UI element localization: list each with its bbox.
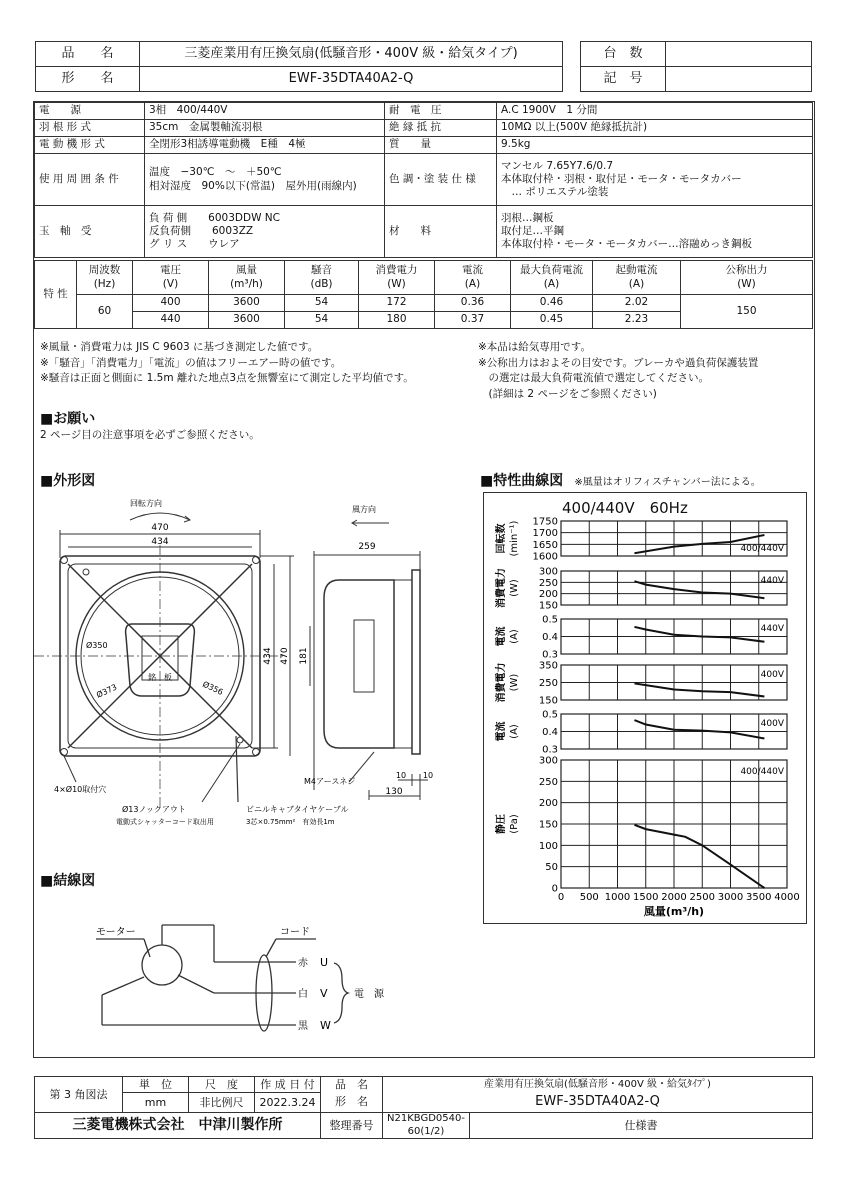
y-axis-unit: (min⁻¹) xyxy=(509,520,520,557)
y-tick-label: 100 xyxy=(538,840,558,852)
y-axis-label: 電流 xyxy=(496,626,507,647)
y-tick-label: 150 xyxy=(538,819,558,831)
spec-label: 色 調・塗 装 仕 様 xyxy=(385,154,497,206)
y-tick-label: 1600 xyxy=(532,551,558,563)
wire-color: 白 xyxy=(298,989,308,1000)
title-table xyxy=(35,41,563,92)
y-tick-label: 1700 xyxy=(532,528,558,540)
rated-output-cell: 150 xyxy=(681,295,813,329)
x-tick-label: 1500 xyxy=(633,892,659,903)
wiring-title: ■結線図 xyxy=(40,873,96,889)
column-header: 電圧 (V) xyxy=(133,261,209,295)
series-label: 400/440V xyxy=(740,767,784,777)
column-header: 消費電力 (W) xyxy=(359,261,435,295)
product-name-label: 品 名 xyxy=(36,42,140,67)
y-tick-label: 200 xyxy=(538,798,558,810)
cell: 2.23 xyxy=(593,312,681,329)
x-tick-label: 4000 xyxy=(774,892,800,903)
cable-spec: 3芯×0.75mm² 有効長1m xyxy=(246,818,335,826)
cell: 54 xyxy=(285,295,359,312)
y-tick-label: 250 xyxy=(538,678,558,689)
curves-header xyxy=(480,470,761,490)
wire-phase: U xyxy=(320,956,329,969)
series-label: 400V xyxy=(760,670,784,680)
y-tick-label: 50 xyxy=(545,862,558,874)
y-tick-label: 1650 xyxy=(532,539,558,551)
y-axis-unit: (A) xyxy=(509,724,520,739)
request-text: 2 ページ目の注意事項を必ずご参照ください。 xyxy=(40,429,260,441)
note-line: ※本品は給気専用です。 xyxy=(478,341,591,353)
series-label: 400/440V xyxy=(740,544,784,554)
dim-259: 259 xyxy=(358,542,376,552)
wire-phase: V xyxy=(320,987,328,1000)
cell: 400 xyxy=(133,295,209,312)
y-axis-unit: (W) xyxy=(509,673,520,692)
dim-434: 434 xyxy=(151,537,169,547)
y-tick-label: 0.3 xyxy=(542,744,558,756)
curve-power-400 xyxy=(634,683,764,696)
y-axis-label: 電流 xyxy=(496,721,507,742)
spec-value: 9.5kg xyxy=(497,137,813,154)
dim-130: 130 xyxy=(385,787,403,797)
dim-phi356: Ø356 xyxy=(201,679,225,697)
cell: 0.36 xyxy=(435,295,511,312)
cell: 172 xyxy=(359,295,435,312)
cell: 2.02 xyxy=(593,295,681,312)
knockout-sub-label: 電動式シャッターコード取出用 xyxy=(116,818,214,826)
ref-label: 整理番号 xyxy=(321,1113,383,1139)
cord-label: コード xyxy=(280,927,310,938)
scale-label: 尺 度 xyxy=(189,1077,255,1093)
outline-drawing xyxy=(34,490,454,835)
y-tick-label: 0.3 xyxy=(542,649,558,661)
column-header: 周波数 (Hz) xyxy=(77,261,133,295)
x-tick-label: 1000 xyxy=(604,892,631,903)
company-name: 三菱電機株式会社 中津川製作所 xyxy=(35,1113,321,1139)
spec-line: 温度 −30℃ 〜 ＋50℃ xyxy=(149,166,282,179)
note-line: (詳細は 2 ページをご参照ください) xyxy=(478,387,657,400)
spec-label: 玉 軸 受 xyxy=(35,206,145,258)
model-label-footer: 形 名 xyxy=(321,1093,383,1113)
dim-181: 181 xyxy=(299,647,309,665)
column-header: 公称出力 (W) xyxy=(681,261,813,295)
doc-type: 仕様書 xyxy=(469,1113,812,1139)
curves-subtitle: 400/440V 60Hz xyxy=(562,499,688,517)
y-tick-label: 150 xyxy=(538,695,558,707)
column-header: 起動電流 (A) xyxy=(593,261,681,295)
title-block xyxy=(34,1076,813,1139)
dim-h470: 470 xyxy=(280,647,290,665)
series-label: 400V xyxy=(760,719,784,729)
ref-number: N21KBGD0540-60(1/2) xyxy=(383,1113,470,1139)
y-tick-label: 150 xyxy=(538,600,558,612)
column-header: 最大負荷電流 (A) xyxy=(511,261,593,295)
notes-left xyxy=(40,340,460,387)
cell: 440 xyxy=(133,312,209,329)
unit-label: 単 位 xyxy=(123,1077,189,1093)
y-tick-label: 1750 xyxy=(532,516,558,528)
projection: 第 3 角図法 xyxy=(35,1077,123,1113)
symbol-label: 記 号 xyxy=(581,67,666,92)
y-axis-label: 消費電力 xyxy=(496,662,507,703)
cell: 180 xyxy=(359,312,435,329)
request-title: ■お願い xyxy=(40,411,96,427)
y-axis-unit: (W) xyxy=(509,579,520,597)
curve-current-400 xyxy=(634,720,764,738)
note-line: ※風量・消費電力は JIS C 9603 に基づき測定した値です。 xyxy=(40,341,319,353)
table-row xyxy=(35,295,813,312)
y-tick-label: 0.4 xyxy=(542,632,558,643)
mount-holes-label: 4×Ø10取付穴 xyxy=(54,785,107,794)
x-axis-label: 風量(m³/h) xyxy=(643,905,705,918)
x-tick-label: 3500 xyxy=(746,892,772,903)
y-tick-label: 0.5 xyxy=(542,614,558,626)
y-axis-label: 回転数 xyxy=(496,523,507,554)
curve-power-440 xyxy=(634,581,764,598)
x-tick-label: 2000 xyxy=(661,892,687,903)
y-axis-label: 静圧 xyxy=(496,814,507,834)
scale-value: 非比例尺 xyxy=(189,1093,255,1113)
y-tick-label: 350 xyxy=(538,660,558,672)
rotation-arrow-icon xyxy=(130,513,190,520)
curves-note: ※風量はオリフィスチャンバー法による。 xyxy=(574,477,761,488)
y-tick-label: 0.5 xyxy=(542,709,558,721)
spec-line: グ リ ス ウレア xyxy=(149,238,240,251)
dim-10b: 10 xyxy=(422,771,434,780)
note-line: ※公称出力はおよその目安です。ブレーカや過負荷保護装置 xyxy=(478,356,759,369)
curve-current-440 xyxy=(634,627,764,642)
power-label: 電 源 xyxy=(354,989,384,1000)
footer-model: EWF-35DTA40A2-Q xyxy=(383,1093,813,1113)
date-value: 2022.3.24 xyxy=(255,1093,321,1113)
count-table xyxy=(580,41,812,92)
spec-label: 使 用 周 囲 条 件 xyxy=(35,154,145,206)
y-axis-label: 消費電力 xyxy=(496,568,507,608)
notes-right xyxy=(478,340,808,402)
product-name: 三菱産業用有圧換気扇(低騒音形・400V 級・給気タイプ) xyxy=(140,42,563,67)
spec-value xyxy=(145,154,385,206)
cable-label: ビニルキャブタイヤケーブル xyxy=(246,805,349,814)
wiring-diagram xyxy=(34,895,454,1045)
spec-value xyxy=(497,206,813,258)
note-line: ※「騒音」「消費電力」「電流」の値はフリーエアー時の値です。 xyxy=(40,356,342,369)
rotation-label: 回転方向 xyxy=(130,499,162,508)
spec-label: 質 量 xyxy=(385,137,497,154)
dim-phi373: Ø373 xyxy=(95,682,119,700)
cell: 0.46 xyxy=(511,295,593,312)
series-label: 440V xyxy=(760,576,784,586)
spec-line: 相対湿度 90%以下(常温) 屋外用(雨線内) xyxy=(149,179,357,192)
spec-line: 反負荷側 6003ZZ xyxy=(149,224,254,237)
x-tick-label: 0 xyxy=(557,892,565,903)
spec-table xyxy=(34,102,813,258)
note-line: ※騒音は正面と側面に 1.5m 離れた地点3点を無響室にて測定した平均値です。 xyxy=(40,372,414,384)
spec-value: 3相 400/440V xyxy=(145,103,385,120)
spec-line: 羽根…鋼板 xyxy=(501,211,554,224)
earth-screw-label: M4アースネジ xyxy=(304,777,356,786)
curves-box xyxy=(483,492,807,924)
dim-phi350: Ø350 xyxy=(86,641,108,650)
spec-value xyxy=(497,154,813,206)
y-tick-label: 0 xyxy=(551,883,558,895)
model-label: 形 名 xyxy=(36,67,140,92)
spec-value: 全閉形3相誘導電動機 E種 4極 xyxy=(145,137,385,154)
spec-label: 絶 縁 抵 抗 xyxy=(385,120,497,137)
cell: 3600 xyxy=(209,312,285,329)
cell: 0.37 xyxy=(435,312,511,329)
spec-value: A.C 1900V 1 分間 xyxy=(497,103,813,120)
column-header: 電流 (A) xyxy=(435,261,511,295)
dim-h434: 434 xyxy=(263,647,273,665)
spec-label: 羽 根 形 式 xyxy=(35,120,145,137)
knockout-label: Ø13ノックアウト xyxy=(122,805,186,814)
spec-line: 本体取付枠・羽根・取付足・モータ・モータカバー xyxy=(501,172,742,185)
spec-line: 取付足…平鋼 xyxy=(501,224,564,237)
motor-symbol-icon xyxy=(142,945,182,985)
symbol-value xyxy=(666,67,812,92)
y-axis-unit: (A) xyxy=(509,629,520,644)
cable xyxy=(236,736,238,802)
spec-value: 10MΩ 以上(500V 絶縁抵抗計) xyxy=(497,120,813,137)
y-tick-label: 0.4 xyxy=(542,727,558,738)
footer-product-name: 産業用有圧換気扇(低騒音形・400V 級・給気ﾀｲﾌﾟ) xyxy=(383,1077,813,1093)
wire-color: 赤 xyxy=(298,958,308,969)
characteristics-label: 特 性 xyxy=(35,261,77,329)
motor-label: モーター xyxy=(96,927,136,938)
unit-value: mm xyxy=(123,1093,189,1113)
date-label: 作 成 日 付 xyxy=(255,1077,321,1093)
dim-470: 470 xyxy=(151,523,169,533)
cell: 3600 xyxy=(209,295,285,312)
series-label: 440V xyxy=(760,624,784,634)
x-tick-label: 3000 xyxy=(717,892,744,903)
name-label: 品 名 xyxy=(321,1077,383,1093)
spec-line: … ポリエステル塗装 xyxy=(501,186,609,199)
y-tick-label: 300 xyxy=(538,755,558,767)
dim-10a: 10 xyxy=(395,771,407,780)
spec-value xyxy=(145,206,385,258)
curves-title: ■特性曲線図 xyxy=(480,473,564,489)
frequency-cell: 60 xyxy=(77,295,133,329)
spec-label: 耐 電 圧 xyxy=(385,103,497,120)
curve-pressure xyxy=(634,825,764,888)
cell: 54 xyxy=(285,312,359,329)
x-tick-label: 500 xyxy=(579,892,599,903)
side-body xyxy=(324,580,394,748)
spec-line: マンセル 7.65Y7.6/0.7 xyxy=(501,159,614,172)
nameplate-label: 銘 板 xyxy=(148,673,172,682)
column-header: 風量 (m³/h) xyxy=(209,261,285,295)
y-tick-label: 300 xyxy=(538,566,558,578)
quantity-value xyxy=(666,42,812,67)
spec-line: 負 荷 側 6003DDW NC xyxy=(149,211,280,224)
quantity-label: 台 数 xyxy=(581,42,666,67)
x-tick-label: 2500 xyxy=(689,892,715,903)
y-tick-label: 250 xyxy=(538,776,558,788)
wind-label: 風方向 xyxy=(352,505,376,514)
curves-chart xyxy=(484,493,806,923)
spec-label: 電 動 機 形 式 xyxy=(35,137,145,154)
note-line: の選定は最大負荷電流値で選定してください。 xyxy=(478,372,709,384)
spec-value: 35cm 金属製軸流羽根 xyxy=(145,120,385,137)
y-axis-unit: (Pa) xyxy=(509,814,520,834)
y-tick-label: 250 xyxy=(538,577,558,589)
outline-title: ■外形図 xyxy=(40,473,96,489)
wire-phase: W xyxy=(320,1019,331,1032)
spec-line: 本体取付枠・モータ・モータカバー…溶融めっき鋼板 xyxy=(501,238,753,251)
model-name: EWF-35DTA40A2-Q xyxy=(140,67,563,92)
column-header: 騒音 (dB) xyxy=(285,261,359,295)
y-tick-label: 200 xyxy=(538,589,558,601)
characteristics-table xyxy=(34,260,813,329)
cell: 0.45 xyxy=(511,312,593,329)
spec-label: 電 源 xyxy=(35,103,145,120)
spec-label: 材 料 xyxy=(385,206,497,258)
wire-color: 黒 xyxy=(298,1021,308,1032)
